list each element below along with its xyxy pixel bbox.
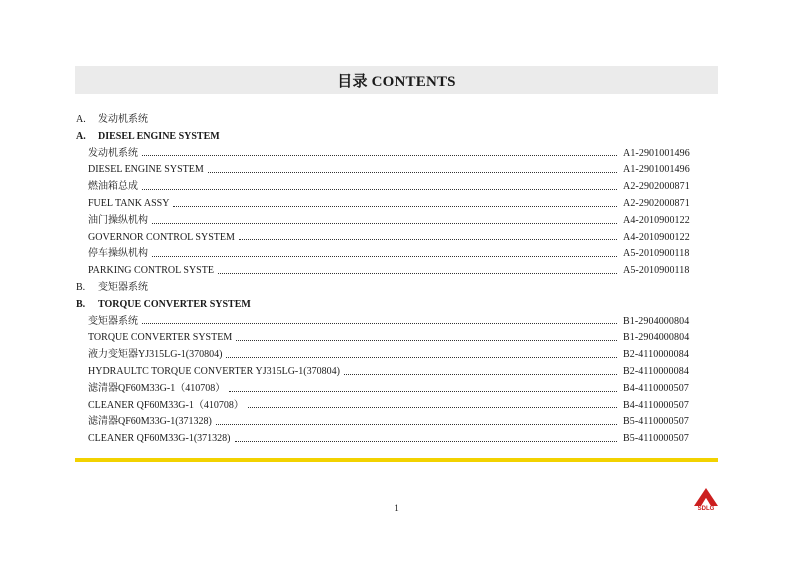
toc-entry-code: B1-2904000804 [623,332,690,344]
toc-entry-title: GOVERNOR CONTROL SYSTEM [88,231,235,243]
dot-leader [173,206,617,207]
toc-entry-title: 停车操纵机构 [88,248,148,260]
toc-entry-title: FUEL TANK ASSY [88,197,170,209]
dot-leader [216,424,617,425]
dot-leader [239,239,617,240]
dot-leader [229,391,617,392]
toc-entry-code: B1-2904000804 [623,315,690,327]
dot-leader [152,256,617,257]
toc-entry-code: A4-2010900122 [623,214,690,226]
toc-entry-title: 变矩器系统 [88,315,138,327]
section-b-en [76,297,699,314]
toc-entry-code: A1-2901001496 [623,147,690,159]
toc-entry-code: B4-4110000507 [623,382,689,394]
section-letter: B. [76,281,86,293]
section-title-cn: 变矩器系统 [98,281,148,293]
toc-entry-title: 滤清器QF60M33G-1(371328) [88,416,212,428]
toc-entry-title: 燃油箱总成 [88,181,138,193]
toc-entry[interactable] [76,162,699,179]
logo-text: SDLG [697,506,715,512]
toc-entry[interactable] [76,330,699,347]
table-of-contents [76,112,699,448]
page-number: 1 [394,503,399,513]
toc-entry[interactable] [76,414,699,431]
dot-leader [208,172,617,173]
toc-entry-title: DIESEL ENGINE SYSTEM [88,164,204,176]
dot-leader [236,340,617,341]
dot-leader [248,407,617,408]
section-title-en: DIESEL ENGINE SYSTEM [98,130,220,142]
dot-leader [152,223,617,224]
toc-entry[interactable] [76,431,699,448]
dot-leader [142,155,617,156]
toc-entry-code: B5-4110000507 [623,433,689,445]
toc-entry-title: TORQUE CONVERTER SYSTEM [88,332,233,344]
toc-entry-code: B5-4110000507 [623,416,689,428]
toc-entry[interactable] [76,213,699,230]
dot-leader [142,323,617,324]
toc-entry-title: CLEANER QF60M33G-1(371328) [88,433,231,445]
toc-entry-title: 发动机系统 [88,147,138,159]
toc-entry[interactable] [76,381,699,398]
page-title: 目录 CONTENTS [337,73,456,90]
dot-leader [218,273,617,274]
toc-entry-code: A5-2010900118 [623,265,690,277]
toc-entry[interactable] [76,230,699,247]
toc-entry-title: HYDRAULTC TORQUE CONVERTER YJ315LG-1(370804) [88,365,340,377]
dot-leader [344,374,617,375]
section-letter: B. [76,298,86,310]
toc-entry[interactable] [76,347,699,364]
toc-entry-title: 滤清器QF60M33G-1（410708） [88,382,226,394]
toc-entry[interactable] [76,196,699,213]
toc-entry-code: A4-2010900122 [623,231,690,243]
toc-entry-title: PARKING CONTROL SYSTE [88,265,214,277]
toc-entry-code: A2-2902000871 [623,181,690,193]
section-b-cn [76,280,699,297]
section-letter: A. [76,130,86,142]
toc-entry[interactable] [76,146,699,163]
toc-entry-title: CLEANER QF60M33G-1（410708） [88,399,244,411]
dot-leader [226,357,617,358]
section-title-cn: 发动机系统 [98,114,148,125]
toc-entry[interactable] [76,398,699,415]
section-letter: A. [76,114,86,125]
toc-entry-code: A2-2902000871 [623,197,690,209]
section-a-en [76,129,699,146]
footer-divider [75,458,718,462]
toc-entry-code: B4-4110000507 [623,399,689,411]
dot-leader [235,441,618,442]
section-title-en: TORQUE CONVERTER SYSTEM [98,298,251,310]
toc-entry-code: A5-2010900118 [623,248,690,260]
toc-entry-code: B2-4110000084 [623,349,689,361]
toc-entry[interactable] [76,179,699,196]
toc-entry-title: 油门操纵机构 [88,214,148,226]
toc-entry[interactable] [76,263,699,280]
toc-entry-code: A1-2901001496 [623,164,690,176]
toc-entry-title: 液力变矩器YJ315LG-1(370804) [88,349,223,361]
toc-entry[interactable] [76,246,699,263]
toc-entry-code: B2-4110000084 [623,365,689,377]
title-bar [75,66,718,94]
toc-entry[interactable] [76,314,699,331]
toc-entry[interactable] [76,364,699,381]
dot-leader [142,189,617,190]
section-a-cn [76,112,699,129]
